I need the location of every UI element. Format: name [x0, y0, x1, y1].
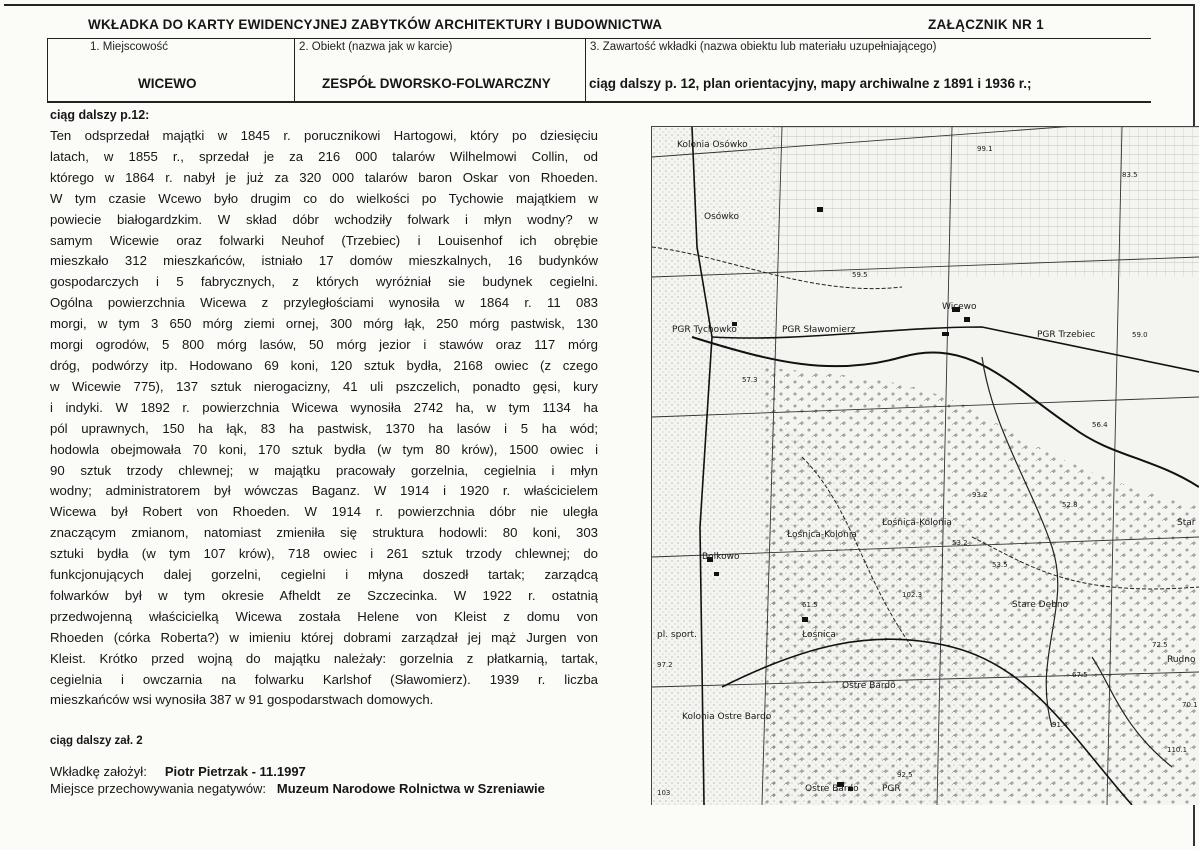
spot-height: 102.3: [902, 591, 923, 599]
history-text-line: funkcjonujących dalej gorzelni, cegielni i młyna doszedł tartak; zarządcą: [50, 567, 598, 583]
spot-height: 70.1: [1182, 701, 1198, 709]
spot-height: 91.4: [1052, 721, 1068, 729]
history-text-line: Ten odsprzedał majątki w 1845 r. porucznikowi Hartogowi, który po dziesięciu: [50, 128, 598, 143]
negatives-storage-line: [50, 781, 545, 796]
annex-number: ZAŁĄCZNIK NR 1: [928, 17, 1044, 32]
spot-height: 92.5: [897, 771, 913, 779]
spot-height: 99.1: [977, 145, 993, 153]
field-location-label: 1. Miejscowość: [90, 41, 168, 53]
spot-height: 72.5: [1152, 641, 1168, 649]
spot-height: 97.2: [657, 661, 673, 669]
header-divider-2: [585, 38, 586, 102]
svg-text:pl. sport.: pl. sport.: [657, 630, 697, 640]
field-object-label: 2. Obiekt (nazwa jak w karcie): [299, 41, 453, 53]
history-text-line: cegielnia i owczarnia na folwarku Karlshof (Sławomierz). 1939 r. liczba: [50, 671, 598, 687]
continued-from-heading: ciąg dalszy p.12:: [50, 108, 150, 122]
field-location-value: WICEWO: [138, 76, 197, 91]
spot-height: 52.8: [1062, 501, 1078, 509]
negatives-storage-value: Muzeum Narodowe Rolnictwa w Szreniawie: [276, 781, 545, 796]
history-text-line: Ogólna powierzchnia Wicewa z przyległościami wynosiła w 1864 r. 11 083: [50, 295, 598, 311]
history-text-line: 90 sztuk trzody chlewnej; w majątku pracowały gorzelnia, cegielnia i młyn: [50, 462, 598, 478]
svg-text:PGR Trzebiec: PGR Trzebiec: [1037, 330, 1096, 340]
svg-text:Wicewo: Wicewo: [942, 302, 977, 312]
created-by-label: Wkładkę założył:: [50, 764, 147, 779]
history-text-line: wodny; administratorem był wówczas Baganz. W 1914 i 1920 r. właścicielem: [50, 483, 598, 499]
header-rule-bottom: [47, 101, 1151, 103]
spot-height: 53.5: [992, 561, 1008, 569]
header-divider-1: [294, 38, 295, 102]
svg-text:PGR Sławomierz: PGR Sławomierz: [782, 325, 856, 335]
spot-height: 103: [657, 789, 671, 797]
history-text-line: znaczącym zmianom, natomiast zmieniła się struktura hodowli: 80 koni, 303: [50, 525, 598, 541]
history-text-line: pól uprawnych, 150 ha łąk, 83 ha pastwisk, 1370 ha lasów i 5 ha wód;: [50, 420, 598, 436]
spot-height: 59.0: [1132, 331, 1148, 339]
spot-height: 61.5: [802, 601, 818, 609]
history-text-line: W tym czasie Wcewo było drugim co do wielkości po Tychowie majątkiem w: [50, 190, 598, 206]
spot-height: 67.5: [1072, 671, 1088, 679]
history-text-line: którego w 1864 r. nabył je już za 320 000 talarów baron Oskar von Rhoeden.: [50, 169, 598, 185]
svg-text:Star: Star: [1177, 518, 1196, 528]
history-text-line: morgi ogrodów, 5 800 mórg lasów, 50 mórg jezior i stawów oraz 117 mórg: [50, 337, 598, 353]
svg-text:PGR Tychowko: PGR Tychowko: [672, 325, 737, 335]
history-text-line: latach, w 1855 r., sprzedał je za 216 000 talarów Wilhelmowi Collin, od: [50, 148, 598, 164]
topographic-map-drawing: [652, 127, 1199, 805]
form-title: WKŁADKA DO KARTY EWIDENCYJNEJ ZABYTKÓW ARCHITEKTURY I BUDOWNICTWA: [88, 17, 663, 32]
history-text-line: sztuki bydła (w tym 107 krów), 718 owiec i 261 sztuk trzody chlewnej; do: [50, 546, 598, 562]
history-text-line: morgi, w tym 3 650 mórg ziemi ornej, 300 mórg łąk, 250 mórg pastwisk, 130: [50, 316, 598, 332]
spot-height: 56.4: [1092, 421, 1108, 429]
history-text-line: Kleist. Krótko przed wojną do majątku należały: gorzelnia z płatkarnią, tartak,: [50, 650, 598, 666]
history-text-line: przedwojenną właścicielką Wicewa została Helene von Kleist z domu von: [50, 608, 598, 624]
svg-text:Kolonia Ostre Bardo: Kolonia Ostre Bardo: [682, 712, 772, 722]
svg-text:Osówko: Osówko: [704, 212, 740, 222]
svg-text:PGR: PGR: [882, 784, 901, 794]
field-contents-value: ciąg dalszy p. 12, plan orientacyjny, mapy archiwalne z 1891 i 1936 r.;: [589, 76, 1032, 91]
svg-text:Łośnica: Łośnica: [802, 630, 836, 640]
spot-height: 83.5: [1122, 171, 1138, 179]
history-text-line: dróg, podwórzy itp. Hodowano 69 koni, 120 sztuk bydła, 2168 owiec (z czego: [50, 357, 598, 373]
topographic-map: [651, 126, 1199, 805]
history-text-line: samym Wicewie oraz folwarki Neuhof (Trzebiec) i Louisenhof ich obrębie: [50, 232, 598, 248]
field-object-value: ZESPÓŁ DWORSKO-FOLWARCZNY: [322, 76, 551, 91]
history-text-line: gospodarczych i 5 fabrycznych, z których wyróżniał sie budynek cegielni.: [50, 274, 598, 290]
spot-height: 59.5: [852, 271, 868, 279]
history-text-line: powiecie białogardzkim. W skład dóbr wchodziły folwark i młyn wodny? w: [50, 211, 598, 227]
svg-text:Łośnica-Kolonia: Łośnica-Kolonia: [787, 530, 857, 540]
history-text-line: hodowla obejmowała 70 koni, 170 sztuk bydła (w tym 80 krów), 1500 owiec i: [50, 441, 598, 457]
created-by-line: [50, 764, 306, 779]
header-divider-left: [47, 38, 48, 102]
continued-to-note: ciąg dalszy zał. 2: [50, 735, 143, 747]
history-text-line: i indyki. W 1892 r. powierzchnia Wicewa wynosiła 2742 ha, w tym 1134 ha: [50, 399, 598, 415]
created-by-value: Piotr Pietrzak - 11.1997: [164, 764, 306, 779]
history-text-line: mieszkańców wsi wynosiła 387 w 91 gospodarstwach domowych.: [50, 692, 434, 708]
sheet-border-top: [4, 4, 1195, 6]
svg-text:Kolonia Osówko: Kolonia Osówko: [677, 140, 748, 150]
svg-text:Ostre Bardo: Ostre Bardo: [805, 784, 859, 794]
history-text-line: mieszkało 312 mieszkańców, istniało 17 domów mieszkalnych, 16 budynków: [50, 253, 598, 269]
spot-height: 93.2: [972, 491, 988, 499]
spot-height: 57.3: [742, 376, 758, 384]
spot-height: 53.2: [952, 539, 968, 547]
history-text-line: Wicewa był Robert von Rhoeden. W 1914 r. powierzchnia dóbr nie uległa: [50, 504, 598, 520]
field-contents-label: 3. Zawartość wkładki (nazwa obiektu lub materiału uzupełniającego): [590, 41, 937, 53]
history-text: [50, 126, 598, 711]
svg-text:Łośnica-Kolonia: Łośnica-Kolonia: [882, 518, 952, 528]
svg-text:Bolkowo: Bolkowo: [702, 552, 740, 562]
spot-height: 110.1: [1167, 746, 1188, 754]
svg-text:Rudno: Rudno: [1167, 655, 1196, 665]
svg-text:Stare Dębno: Stare Dębno: [1012, 600, 1069, 610]
negatives-storage-label: Miejsce przechowywania negatywów:: [50, 781, 267, 796]
header-rule-top: [47, 38, 1151, 39]
svg-text:Ostre Bardo: Ostre Bardo: [842, 681, 896, 691]
history-text-line: Rhoeden (córka Roberta?) w imieniu której dobrami zarządzał jej mąż Jurgen von: [50, 629, 598, 645]
history-text-line: w Wicewie 775), 137 sztuk nierogacizny, 41 uli pszczelich, ponadto gęsi, kury: [50, 378, 598, 394]
history-text-line: folwarków był w tym okresie Afheldt ze Szczecinka. W 1922 r. ostatnią: [50, 587, 598, 603]
